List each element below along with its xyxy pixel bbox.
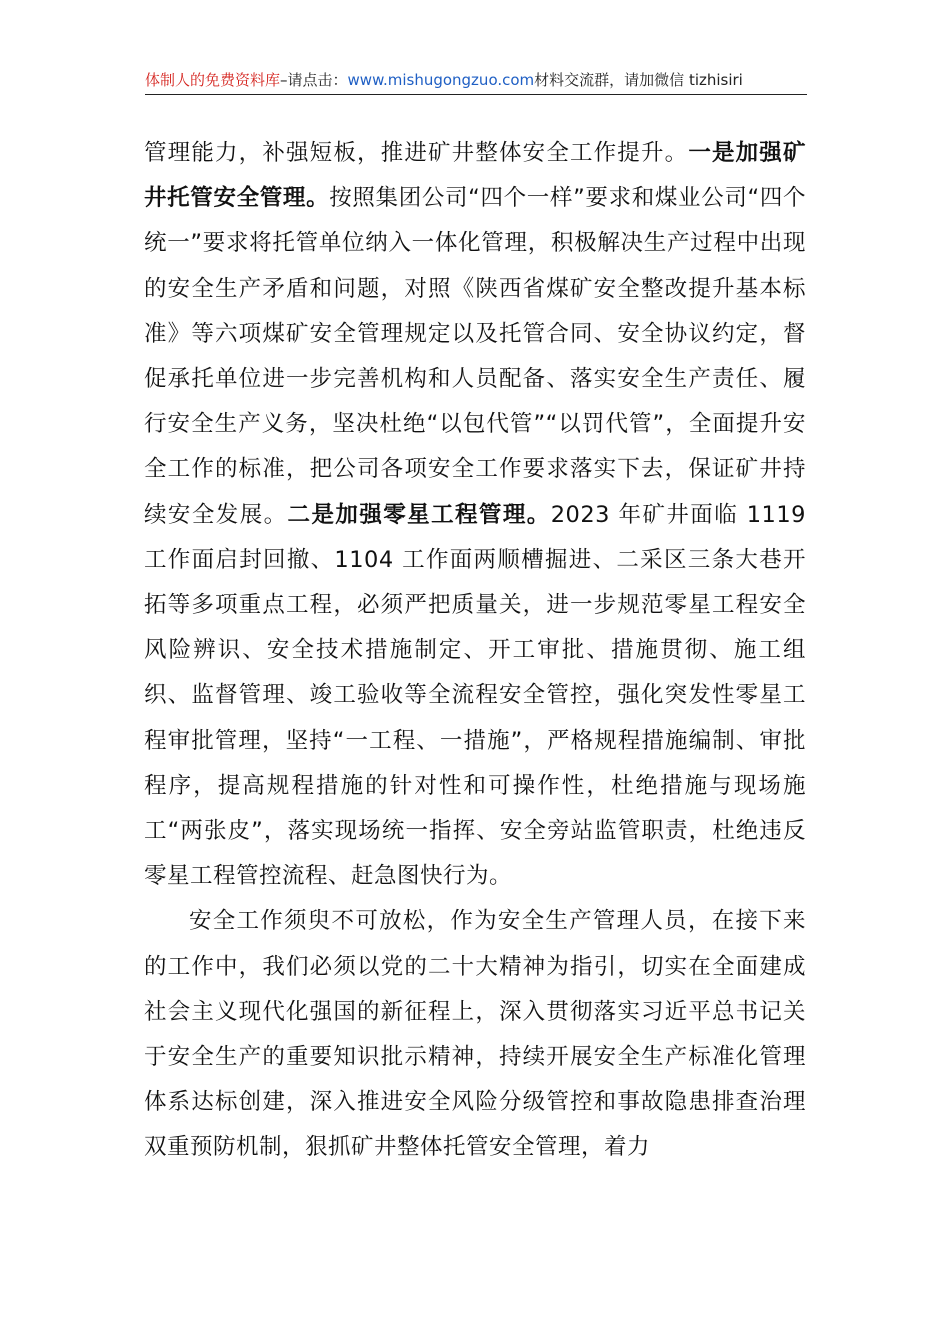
page-header [145, 66, 807, 95]
paragraph-2: 安全工作须臾不可放松，作为安全生产管理人员，在接下来的工作中，我们必须以党的二十大精神为指引，切实在全面建成社会主义现代化强国的新征程上，深入贯彻落实习近平总书记关于安全生产的重要知识批示精神，持续开展安全生产标准化管理体系达标创建，深入推进安全风险分级管控和事故隐患排查治理双重预防机制，狠抓矿井整体托管安全管理，着力 [144, 908, 806, 1161]
paragraph-1-bold-2: 二是加强零星工程管理。 [287, 501, 551, 528]
header-brand: 体制人的免费资料库 [145, 71, 281, 89]
document-body [144, 131, 806, 1171]
paragraph-1 [144, 131, 806, 899]
paragraph-1-text-3: 2023 年矿井面临 1119 工作面启封回撤、1104 工作面两顺槽掘进、二采区三条大巷开拓等多项重点工程，必须严把质量关，进一步规范零星工程安全风险辨识、安全技术措施制定、开工审批、措施贯彻、施工组织、监督管理、竣工验收等全流程安全管控，强化突发性零星工程审批管理，坚持“一工程、一措施”，严格规程措施编制、审批程序，提高规程措施的针对性和可操作性，杜绝措施与现场施工“两张皮”，落实现场统一指挥、安全旁站监管职责，杜绝违反零星工程管控流程、赶急图快行为。 [144, 501, 806, 890]
paragraph-1-text-2: 按照集团公司“四个一样”要求和煤业公司“四个统一”要求将托管单位纳入一体化管理，积极解决生产过程中出现的安全生产矛盾和问题，对照《陕西省煤矿安全整改提升基本标准》等六项煤矿安全管理规定以及托管合同、安全协议约定，督促承托单位进一步完善机构和人员配备、落实安全生产责任、履行安全生产义务，坚决杜绝“以包代管”“以罚代管”，全面提升安全工作的标准，把公司各项安全工作要求落实下去，保证矿井持续安全发展。 [144, 185, 806, 528]
paragraph-1-bold-1: 一是加强矿井托管安全管理。 [144, 140, 806, 212]
header-link[interactable]: www.mishugongzuo.com [347, 71, 535, 89]
header-suffix: 材料交流群，请加微信 tizhisiri [534, 71, 743, 89]
header-prefix: –请点击： [280, 71, 348, 89]
paragraph-1-text-1: 管理能力，补强短板，推进矿井整体安全工作提升。 [144, 140, 689, 166]
